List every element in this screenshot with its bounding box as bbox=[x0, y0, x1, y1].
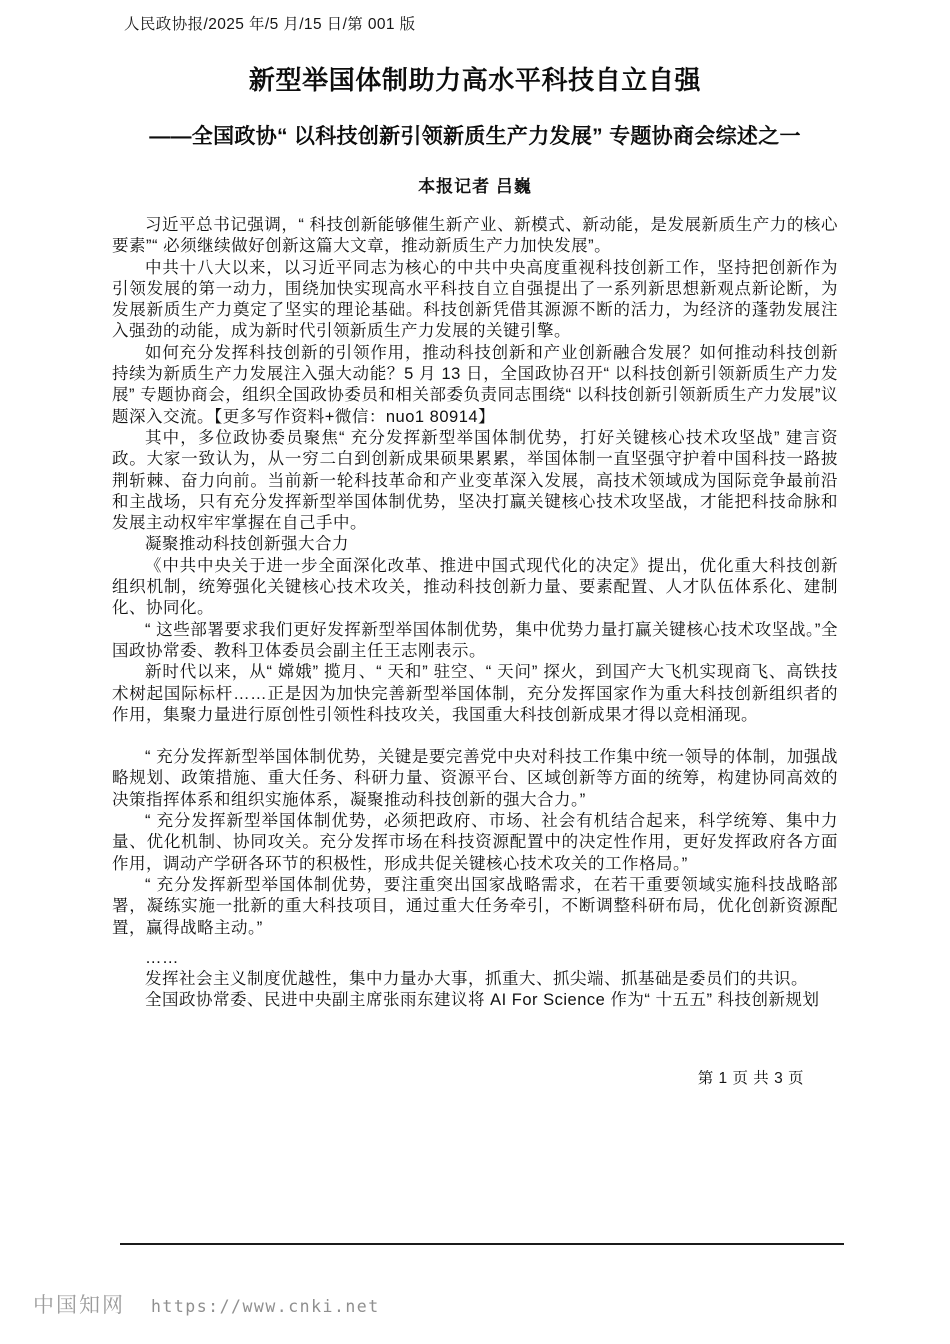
article-title: 新型举国体制助力高水平科技自立自强 bbox=[248, 65, 702, 95]
article-author: 本报记者 吕巍 bbox=[418, 177, 532, 196]
footer-divider bbox=[120, 1243, 844, 1245]
page-indicator: 第 1 页 共 3 页 bbox=[697, 1070, 804, 1087]
body-paragraph: 其中，多位政协委员聚焦“ 充分发挥新型举国体制优势，打好关键核心技术攻坚战” 建言资政。大家一致认为，从一穷二白到创新成果硕果累累，举国体制一直坚强守护着中国科技一路披荆斩棘、奋力向前。当前新一轮科技革命和产业变革深入发展，高技术领域成为国际竞争最前沿和主战场，只有充分发挥新型举国体制优势，坚决打赢关键核心技术攻坚战，才能把科技命脉和发展主动权牢牢掌握在自己手中。 bbox=[112, 428, 838, 533]
article-body bbox=[112, 215, 838, 1012]
body-paragraph: 发挥社会主义制度优越性，集中力量办大事，抓重大、抓尖端、抓基础是委员们的共识。 bbox=[145, 970, 808, 989]
article-subtitle: ——全国政协“ 以科技创新引领新质生产力发展” 专题协商会综述之一 bbox=[149, 125, 801, 148]
watermark bbox=[33, 1289, 380, 1319]
body-paragraph: …… bbox=[145, 948, 179, 967]
body-paragraph: 新时代以来，从“ 嫦娥” 揽月、“ 天和” 驻空、“ 天问” 探火，到国产大飞机实现商飞、高铁技术树起国际标杆……正是因为加快完善新型举国体制，充分发挥国家作为重大科技创新组织者的作用，集聚力量进行原创性引领性科技攻关，我国重大科技创新成果才得以竞相涌现。 bbox=[112, 663, 838, 724]
body-paragraph: 中共十八大以来，以习近平同志为核心的中共中央高度重视科技创新工作，坚持把创新作为引领发展的第一动力，围绕加快实现高水平科技自立自强提出了一系列新思想新观点新论断，为发展新质生产力奠定了坚实的理论基础。科技创新凭借其源源不断的活力，为经济的蓬勃发展注入强劲的动能，成为新时代引领新质生产力发展的关键引擎。 bbox=[112, 258, 838, 341]
body-paragraph: 习近平总书记强调，“ 科技创新能够催生新产业、新模式、新动能，是发展新质生产力的核心要素”“ 必须继续做好创新这篇大文章，推动新质生产力加快发展”。 bbox=[112, 216, 838, 256]
body-paragraph: 《中共中央关于进一步全面深化改革、推进中国式现代化的决定》提出，优化重大科技创新组织机制，统筹强化关键核心技术攻关，推动科技创新力量、要素配置、人才队伍体系化、建制化、协同化。 bbox=[112, 556, 838, 618]
cnki-watermark-url: https://www.cnki.net bbox=[151, 1297, 380, 1316]
body-paragraph: “ 这些部署要求我们更好发挥新型举国体制优势，集中优势力量打赢关键核心技术攻坚战。”全国政协常委、教科卫体委员会副主任王志刚表示。 bbox=[112, 620, 838, 660]
source-publication-line: 人民政协报/2025 年/5 月/15 日/第 001 版 bbox=[124, 16, 416, 33]
cnki-watermark-text: 中国知网 bbox=[33, 1293, 125, 1317]
body-paragraph: 凝聚推动科技创新强大合力 bbox=[145, 535, 349, 554]
body-paragraph: “ 充分发挥新型举国体制优势，必须把政府、市场、社会有机结合起来，科学统筹、集中力量、优化机制、协同攻关。充分发挥市场在科技资源配置中的决定性作用，更好发挥政府各方面作用，调动产学研各环节的积极性，形成共促关键核心技术攻关的工作格局。” bbox=[112, 812, 838, 873]
body-paragraph: “ 充分发挥新型举国体制优势，要注重突出国家战略需求，在若干重要领域实施科技战略部署，凝练实施一批新的重大科技项目，通过重大任务牵引，不断调整科研布局，优化创新资源配置，赢得战略主动。” bbox=[112, 875, 838, 937]
body-paragraph: “ 充分发挥新型举国体制优势，关键是要完善党中央对科技工作集中统一领导的体制，加强战略规划、政策措施、重大任务、科研力量、资源平台、区域创新等方面的统筹，构建协同高效的决策指挥体系和组织实施体系，凝聚推动科技创新的强大合力。” bbox=[112, 748, 838, 809]
body-paragraph: 全国政协常委、民进中央副主席张雨东建议将 AI For Science 作为“ 十五五” 科技创新规划 bbox=[145, 991, 820, 1010]
body-paragraph: 如何充分发挥科技创新的引领作用，推动科技创新和产业创新融合发展？如何推动科技创新持续为新质生产力发展注入强大动能？5 月 13 日，全国政协召开“ 以科技创新引领新质生产力发展” 专题协商会，组织全国政协委员和相关部委负责同志围绕“ 以科技创新引领新质生产力发展”议题深入交流。【更多写作资料+微信：nuo1 80914】 bbox=[112, 343, 838, 426]
